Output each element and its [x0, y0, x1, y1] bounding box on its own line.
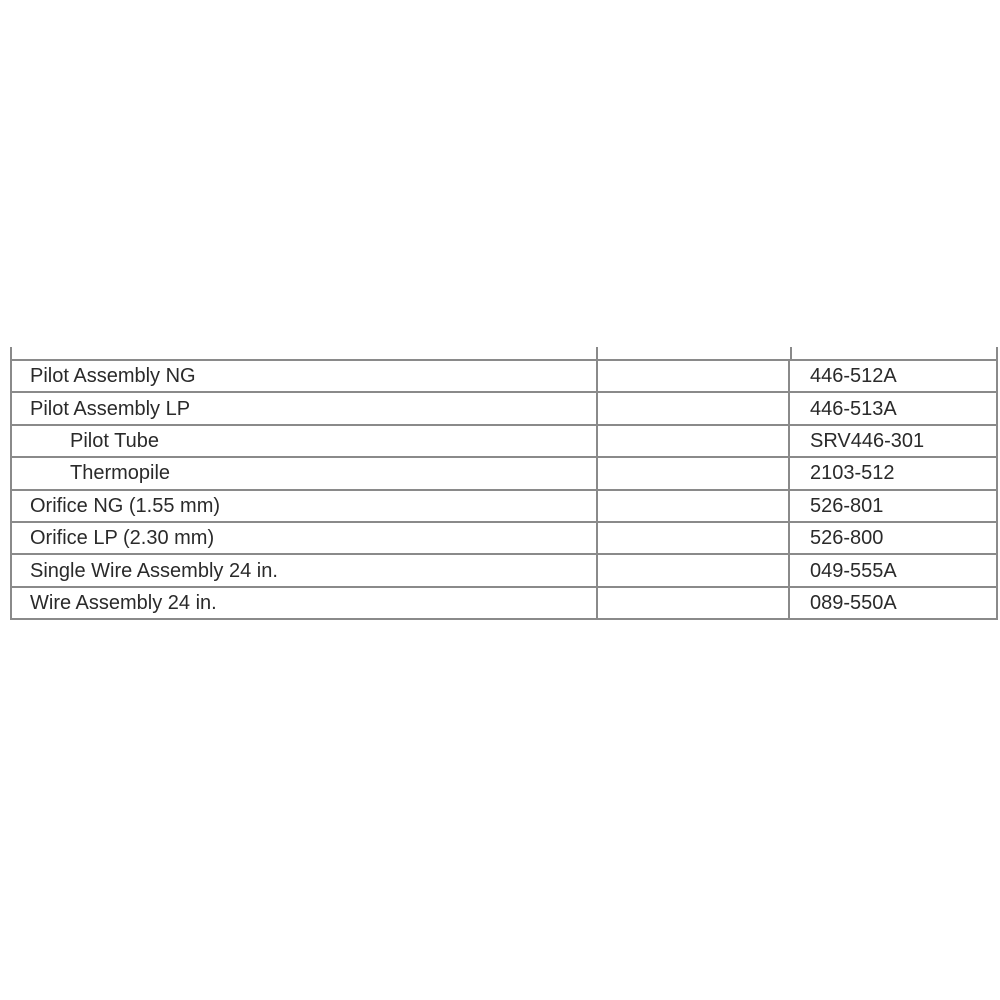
part-description: Single Wire Assembly 24 in. [11, 554, 597, 586]
blank-cell [597, 587, 789, 619]
part-number: 446-513A [789, 392, 997, 424]
table-edge-tick-mid1 [596, 347, 598, 359]
part-number: 089-550A [789, 587, 997, 619]
table-row [11, 490, 997, 522]
part-number: 2103-512 [789, 457, 997, 489]
part-number: 526-801 [789, 490, 997, 522]
blank-cell [597, 554, 789, 586]
part-number: SRV446-301 [789, 425, 997, 457]
part-description: Pilot Assembly LP [11, 392, 597, 424]
blank-cell [597, 522, 789, 554]
blank-cell [597, 490, 789, 522]
part-number: 049-555A [789, 554, 997, 586]
parts-table [10, 359, 998, 620]
table-row [11, 554, 997, 586]
blank-cell [597, 425, 789, 457]
table-row [11, 425, 997, 457]
table-row [11, 522, 997, 554]
part-description: Orifice LP (2.30 mm) [11, 522, 597, 554]
blank-cell [597, 457, 789, 489]
part-description: Orifice NG (1.55 mm) [11, 490, 597, 522]
blank-cell [597, 392, 789, 424]
part-number: 446-512A [789, 360, 997, 392]
table-edge-tick-mid2 [790, 347, 792, 359]
part-description: Pilot Assembly NG [11, 360, 597, 392]
table-row [11, 360, 997, 392]
table-row [11, 587, 997, 619]
table-row [11, 457, 997, 489]
table-edge-tick-right [996, 347, 998, 359]
part-number: 526-800 [789, 522, 997, 554]
part-description: Wire Assembly 24 in. [11, 587, 597, 619]
blank-cell [597, 360, 789, 392]
table-row [11, 392, 997, 424]
part-description: Thermopile [11, 457, 597, 489]
part-description: Pilot Tube [11, 425, 597, 457]
table-edge-tick-left [10, 347, 12, 359]
